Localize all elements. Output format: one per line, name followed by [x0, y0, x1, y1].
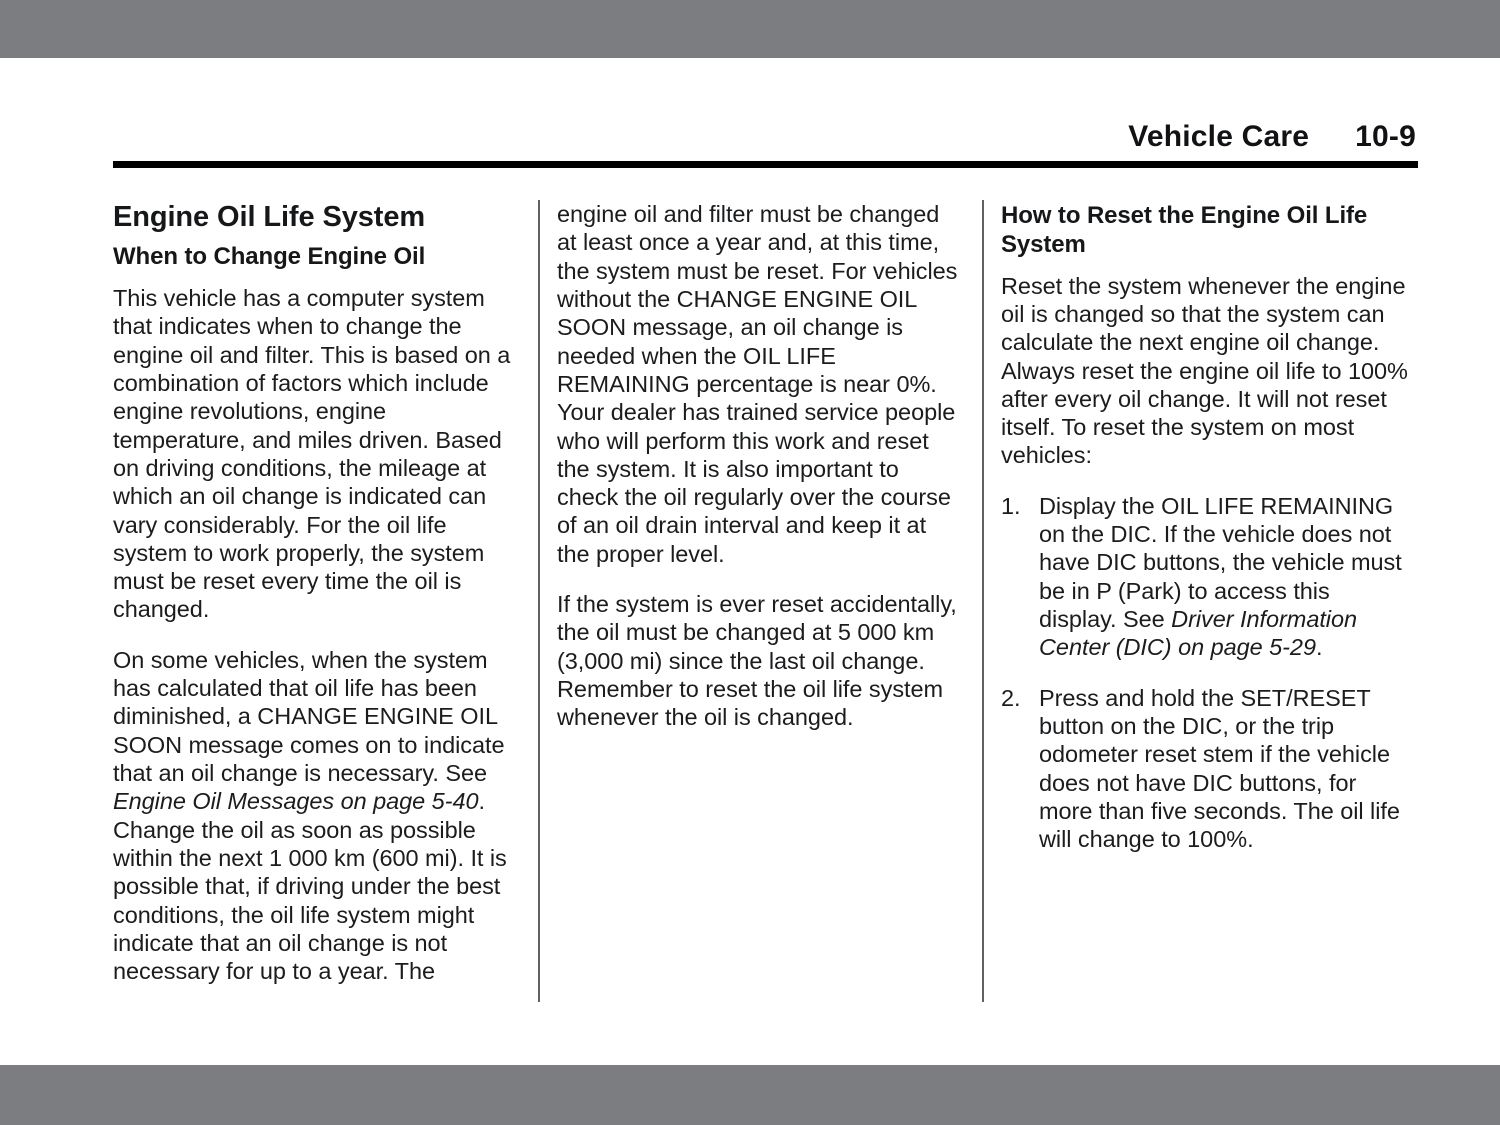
step-text — [1039, 492, 1409, 662]
paragraph-reset-intro: Reset the system whenever the engine oil is changed so that the system can calculate the next engine oil change. Always reset the engine oil life to 100% after every oil change. It will not reset itself. To reset the system on most vehicles: — [1001, 272, 1408, 469]
header-rule — [113, 161, 1418, 168]
manual-page — [0, 58, 1500, 1065]
step-number: 2. — [1001, 684, 1021, 711]
bottom-gray-band — [0, 1065, 1500, 1125]
column-gap-two — [965, 200, 1001, 1010]
column-two — [557, 200, 965, 1010]
column-one — [113, 200, 521, 1010]
page-title: Vehicle Care — [1128, 120, 1310, 153]
step-text: Press and hold the SET/RESET button on the DIC, or the trip odometer reset stem if the vehicle does not have DIC buttons, for more than five seconds. The oil life will change to 100%. — [1039, 684, 1400, 853]
list-item — [1001, 684, 1409, 854]
subsection-title-how-to-reset: How to Reset the Engine Oil Life System — [1001, 202, 1368, 258]
subsection-title-when-to-change-engine-oil: When to Change Engine Oil — [113, 243, 426, 271]
page-number: 10-9 — [1355, 120, 1416, 153]
reset-steps-list — [1001, 492, 1409, 854]
top-gray-band — [0, 0, 1500, 58]
cross-reference-driver-information-center[interactable]: Driver Information Center (DIC) on page 5-29 — [1039, 606, 1358, 661]
header-row — [113, 120, 1418, 154]
step-text-tail: . — [1315, 634, 1323, 661]
section-title-engine-oil-life-system: Engine Oil Life System — [113, 201, 426, 233]
step-text-lead: Display the OIL LIFE REMAINING on the DIC. If the vehicle does not have DIC buttons, the vehicle must be in P (Park) to access this display. See — [1039, 492, 1402, 633]
three-column-layout — [113, 200, 1418, 1010]
paragraph-computer-system: This vehicle has a computer system that indicates when to change the engine oil and filter. This is based on a combination of factors which include engine revolutions, engine temperature, and miles driven. Based on driving conditions, the mileage at which an oil change is indicated can vary considerably. For the oil life system to work properly, the system must be reset every time the oil is changed. — [113, 285, 511, 623]
paragraph-change-engine-oil-soon — [113, 646, 521, 986]
column-divider-one — [538, 200, 540, 1002]
page-header — [113, 120, 1418, 168]
column-divider-two — [982, 200, 984, 1002]
cross-reference-engine-oil-messages[interactable]: Engine Oil Messages on page 5-40 — [113, 788, 479, 815]
paragraph-accidental-reset: If the system is ever reset accidentally, the oil must be changed at 5 000 km (3,000 mi) since the last oil change. Remember to reset the oil life system whenever the oil is changed. — [557, 591, 957, 731]
step-number: 1. — [1001, 492, 1021, 519]
column-gap-one — [521, 200, 557, 1010]
list-item — [1001, 492, 1409, 662]
paragraph-text-tail: . Change the oil as soon as possible within the next 1 000 km (600 mi). It is possible that, if driving under the best conditions, the oil life system might indicate that an oil change is not necessary for up to a year. The — [113, 788, 507, 985]
paragraph-text-lead: On some vehicles, when the system has calculated that oil life has been diminished, a CHANGE ENGINE OIL SOON message comes on to indicate that an oil change is necessary. See — [113, 646, 505, 787]
paragraph-oil-change-continued: engine oil and filter must be changed at least once a year and, at this time, the system must be reset. For vehicles without the CHANGE ENGINE OIL SOON message, an oil change is needed when the OIL LIFE REMAINING percentage is near 0%. Your dealer has trained service people who will perform this work and reset the system. It is also important to check the oil regularly over the course of an oil drain interval and keep it at the proper level. — [557, 201, 958, 567]
column-three — [1001, 200, 1409, 1010]
